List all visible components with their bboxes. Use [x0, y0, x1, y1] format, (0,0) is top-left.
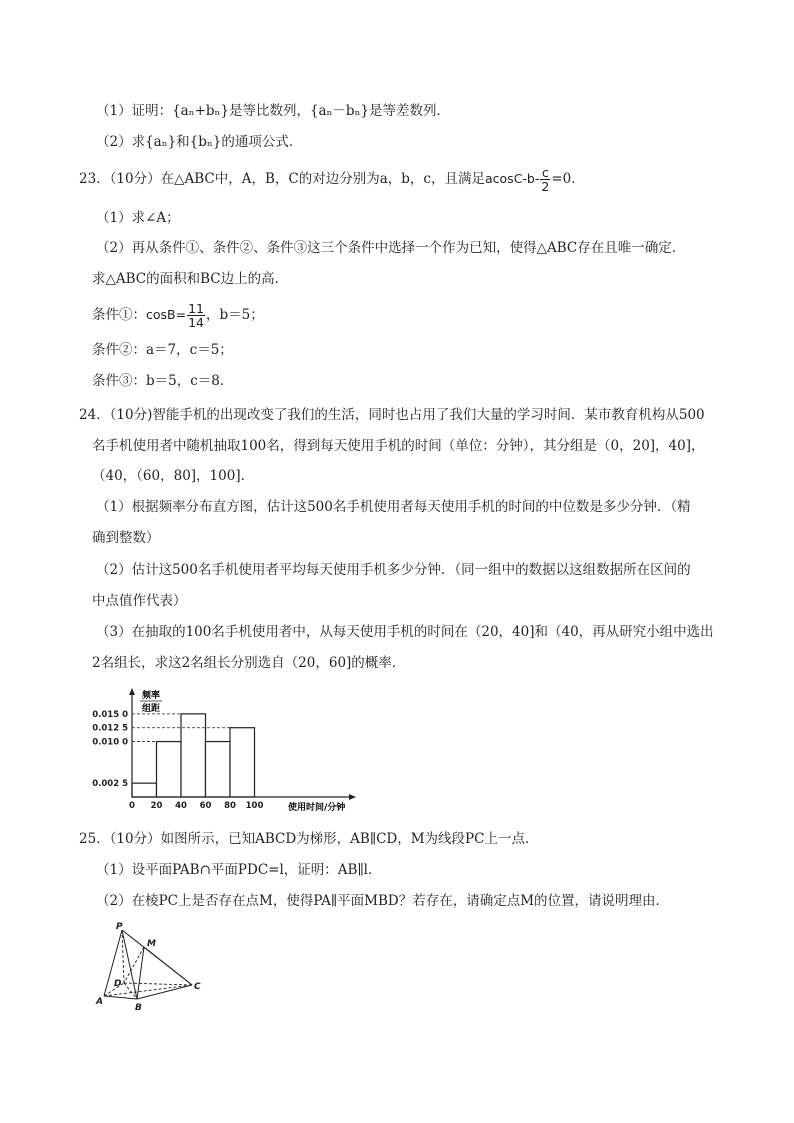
y-axis-arrow-icon [129, 688, 135, 695]
x-tick-label: 80 [224, 801, 236, 811]
q25-part1: （1）设平面PAB∩平面PDC=l，证明：AB∥l． [96, 862, 382, 878]
q23-c1-fraction [187, 302, 205, 329]
edge-ab [104, 996, 137, 999]
q23-part2: （2）再从条件①、条件②、条件③这三个条件中选择一个作为已知，使得△ABC存在且唯一确定． [96, 240, 686, 256]
q24-part3-cont: 2名组长，求这2名组长分别选自（20，60]的概率． [92, 655, 406, 671]
q25-part2: （2）在棱PC上是否存在点M，使得PA∥平面MBD？若存在，请确定点M的位置，请说明理由． [96, 893, 670, 909]
label-d: D [114, 979, 122, 989]
q23-fraction-den: 2 [541, 179, 550, 194]
q24-line3: （40，（60，80]，100]． [92, 468, 255, 484]
q24-part3: （3）在抽取的100名手机使用者中，从每天使用手机的时间在（20，40]和（40，再从研究小组中选出 [96, 624, 714, 640]
x-tick-label: 40 [175, 801, 187, 811]
y-tick-label: 0.002 5 [92, 779, 128, 790]
q23-fraction-num: c [541, 165, 549, 180]
q23-c1-label: 条件①： [92, 307, 146, 323]
label-b: B [135, 1003, 142, 1013]
q23-stem [79, 166, 585, 193]
histogram-bar-40-60 [181, 714, 206, 797]
q24-line2: 名手机使用者中随机抽取100名，得到每天使用手机的时间（单位：分钟），其分组是（0，20]，40]， [92, 438, 705, 454]
histogram-bar-80-100 [230, 728, 255, 797]
y-tick-label: 0.015 0 [92, 709, 128, 720]
x-tick-label: 0 [129, 801, 135, 811]
label-m: M [147, 939, 156, 949]
x-tick-label: 100 [245, 801, 264, 811]
x-tick-label: 20 [150, 801, 163, 811]
q23-stem-text: 23．（10分）在△ABC中，A，B，C的对边分别为a，b，c，且满足 [79, 171, 485, 187]
y-label-top: 频率 [142, 691, 161, 701]
q22-part1: （1）证明：{aₙ+bₙ}是等比数列，{aₙ－bₙ}是等差数列． [96, 103, 450, 119]
q23-formula-right: =0． [551, 171, 585, 187]
label-c: C [194, 982, 201, 992]
edge-mc [144, 947, 192, 985]
frequency-histogram [90, 686, 370, 816]
q23-fraction [540, 166, 550, 193]
q24-part2: （2）估计这500名手机使用者平均每天使用手机多少分钟．（同一组中的数据以这组数据所在区间的 [96, 562, 691, 578]
q23-formula-left: acosC-b- [485, 171, 540, 186]
q23-c1-den: 14 [188, 315, 204, 330]
y-tick-label: 0.010 0 [92, 737, 128, 748]
edge-bc [137, 985, 192, 999]
q25-stem: 25．（10分）如图所示，已知ABCD为梯形，AB∥CD，M为线段PC上一点． [79, 831, 539, 847]
q23-condition-3: 条件③：b＝5，c＝8． [92, 373, 234, 389]
q23-condition-1 [92, 302, 264, 329]
q23-c1-post: ，b＝5； [206, 307, 264, 323]
pyramid-figure [92, 920, 212, 1015]
q23-part1: （1）求∠A； [96, 210, 180, 226]
q24-part1: （1）根据频率分布直方图，估计这500名手机使用者每天使用手机的时间的中位数是多少分钟．（精 [96, 499, 691, 515]
q22-part2: （2）求{aₙ}和{bₙ}的通项公式． [96, 134, 303, 150]
histogram-bar-60-80 [206, 742, 231, 797]
q24-part2-cont: 中点值作代表） [92, 593, 187, 609]
y-label-bottom: 组距 [142, 704, 161, 714]
q23-c1-num: 11 [188, 301, 204, 316]
histogram-bar-20-40 [157, 742, 182, 797]
x-tick-label: 60 [199, 801, 212, 811]
q23-part2-cont: 求△ABC的面积和BC边上的高． [92, 271, 289, 287]
label-a: A [96, 997, 103, 1007]
x-axis-arrow-icon [349, 794, 356, 800]
q23-condition-2: 条件②：a＝7，c＝5； [92, 342, 233, 358]
q24-part1-cont: 确到整数） [92, 530, 160, 546]
y-tick-label: 0.012 5 [92, 723, 128, 734]
label-p: P [116, 922, 123, 932]
histogram-bar-0-20 [132, 783, 157, 797]
q23-c1-math: cosB= [146, 307, 187, 322]
q24-line1: 24．（10分)智能手机的出现改变了我们的生活，同时也占用了我们大量的学习时间．某市教育机构从500 [79, 407, 705, 423]
x-axis-label: 使用时间/分钟 [288, 803, 346, 813]
